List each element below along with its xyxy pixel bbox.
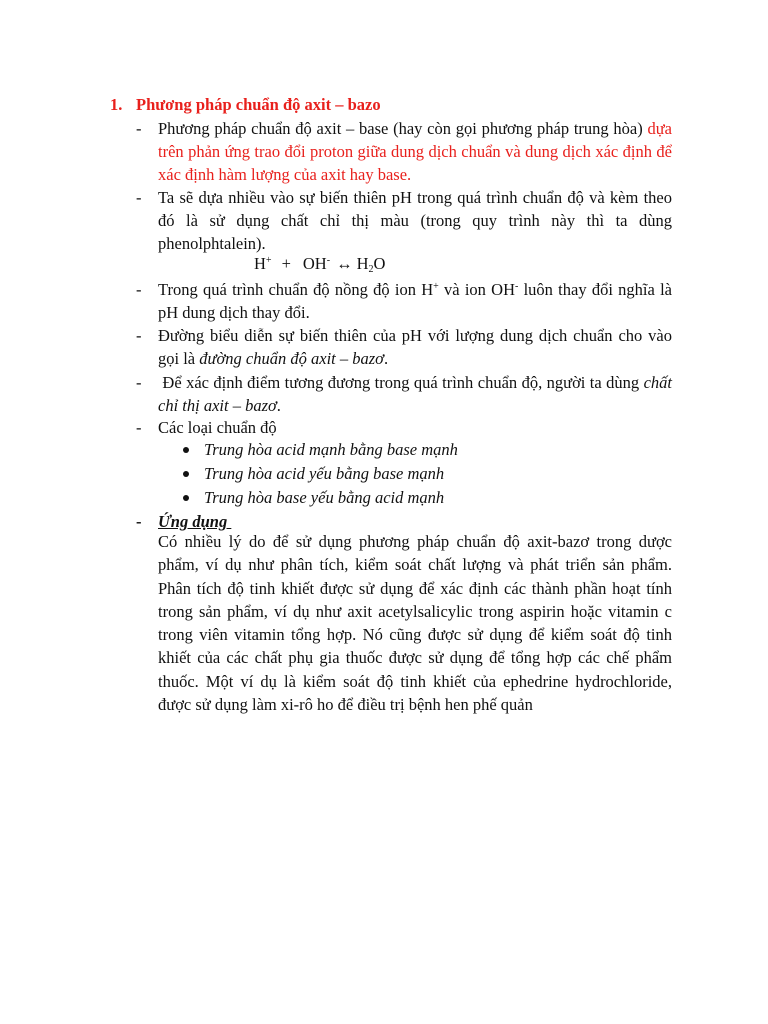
- eq-water-o: O: [373, 254, 386, 273]
- definition-highlight: dựa trên phản ứng trao đổi proton giữa dung dịch chuẩn và dung dịch xác định để xác định hàm lượng của axit hay base.: [158, 119, 672, 185]
- text-segment: luôn thay đổi nghĩa là pH dung dịch thay đổi.: [158, 280, 672, 323]
- text-segment: .: [276, 396, 281, 416]
- bullet-dot: [183, 447, 189, 453]
- bullet-item: [183, 462, 444, 485]
- eq-oh: OH: [302, 254, 327, 273]
- h-charge: +: [433, 281, 439, 292]
- eq-oh-charge: -: [326, 255, 331, 266]
- list-item-text: [158, 324, 672, 370]
- eq-water-sub: 2: [368, 264, 374, 275]
- list-item-text: [158, 371, 672, 417]
- italic-term: chất chỉ thị axit – bazơ: [158, 373, 672, 416]
- text-segment: Đường biểu diễn sự biến thiên của pH với lượng dung dịch chuẩn cho vào gọi là: [158, 326, 672, 369]
- bullet-dot: [183, 495, 189, 501]
- list-item-text: [158, 117, 672, 187]
- text-segment: và ion OH: [438, 280, 515, 299]
- list-item-ph-variation: [136, 186, 672, 256]
- bullet-item: [183, 486, 444, 509]
- eq-arrow: ↔: [336, 254, 353, 273]
- oh-charge: -: [515, 281, 519, 292]
- list-item-text: Các loại chuẩn độ: [158, 418, 277, 437]
- list-item-titration-curve: [136, 324, 672, 370]
- eq-h: H: [254, 254, 266, 273]
- eq-plus: +: [281, 254, 291, 273]
- dash-marker: -: [136, 119, 142, 138]
- reaction-equation: [254, 253, 385, 275]
- bullet-dot: [183, 471, 189, 477]
- list-item-text: [158, 278, 672, 324]
- eq-h-charge: +: [265, 255, 272, 266]
- section-title: Phương pháp chuẩn độ axit – bazo: [136, 95, 381, 114]
- list-item-method-definition: [136, 117, 672, 187]
- list-item-indicator: [136, 371, 672, 417]
- dash-marker: -: [136, 418, 142, 437]
- list-item-ion-concentration: [136, 278, 672, 324]
- list-item-text: Ta sẽ dựa nhiều vào sự biến thiên pH trong quá trình chuẩn độ và kèm theo đó là sử dụng chất chỉ thị màu (trong quy trình này thì ta dùng phenolphtalein).: [158, 188, 672, 254]
- section-number: 1.: [110, 95, 123, 114]
- dash-marker: -: [136, 280, 142, 299]
- text-segment: Trong quá trình chuẩn độ nồng độ ion H: [158, 280, 434, 299]
- text-segment: .: [383, 349, 389, 369]
- application-title: Ứng dụng: [158, 512, 232, 531]
- bullet-text: Trung hòa acid yếu bằng base mạnh: [204, 464, 445, 483]
- bullet-text: Trung hòa base yếu bằng acid mạnh: [204, 488, 445, 507]
- bullet-text: Trung hòa acid mạnh bằng base mạnh: [204, 440, 458, 459]
- dash-marker: -: [136, 188, 142, 207]
- application-paragraph: Có nhiều lý do để sử dụng phương pháp chuẩn độ axit-bazơ trong dược phẩm, ví dụ như phân tích, kiểm soát chất lượng và phát triển sản phẩm. Phân tích độ tinh khiết được sử dụng để xác định các thành phần hoạt tính trong sản phẩm, ví dụ như axit acetylsalicylic trong aspirin hoặc vitamin c trong viên vitamin tổng hợp. Nó cũng được sử dụng để kiểm soát độ tinh khiết của các chất phụ gia thuốc được sử dụng để tổng hợp các chế phẩm thuốc. Một ví dụ là kiểm soát độ tinh khiết của ephedrine hydrochloride, được sử dụng làm xi-rô ho để điều trị bệnh hen phế quản: [158, 532, 672, 715]
- definition-text: Phương pháp chuẩn độ axit – base (hay còn gọi phương pháp trung hòa): [158, 119, 648, 138]
- dash-marker: -: [136, 512, 142, 531]
- list-item-titration-types: [136, 416, 672, 439]
- eq-water-h: H: [356, 254, 369, 273]
- section-heading: [110, 94, 381, 116]
- italic-term: đường chuẩn độ axit – bazơ: [199, 349, 384, 369]
- dash-marker: -: [136, 373, 142, 392]
- dash-marker: -: [136, 326, 142, 345]
- text-segment: Để xác định điểm tương đương trong quá trình chuẩn độ, người ta dùng: [158, 373, 644, 392]
- bullet-item: [183, 438, 458, 461]
